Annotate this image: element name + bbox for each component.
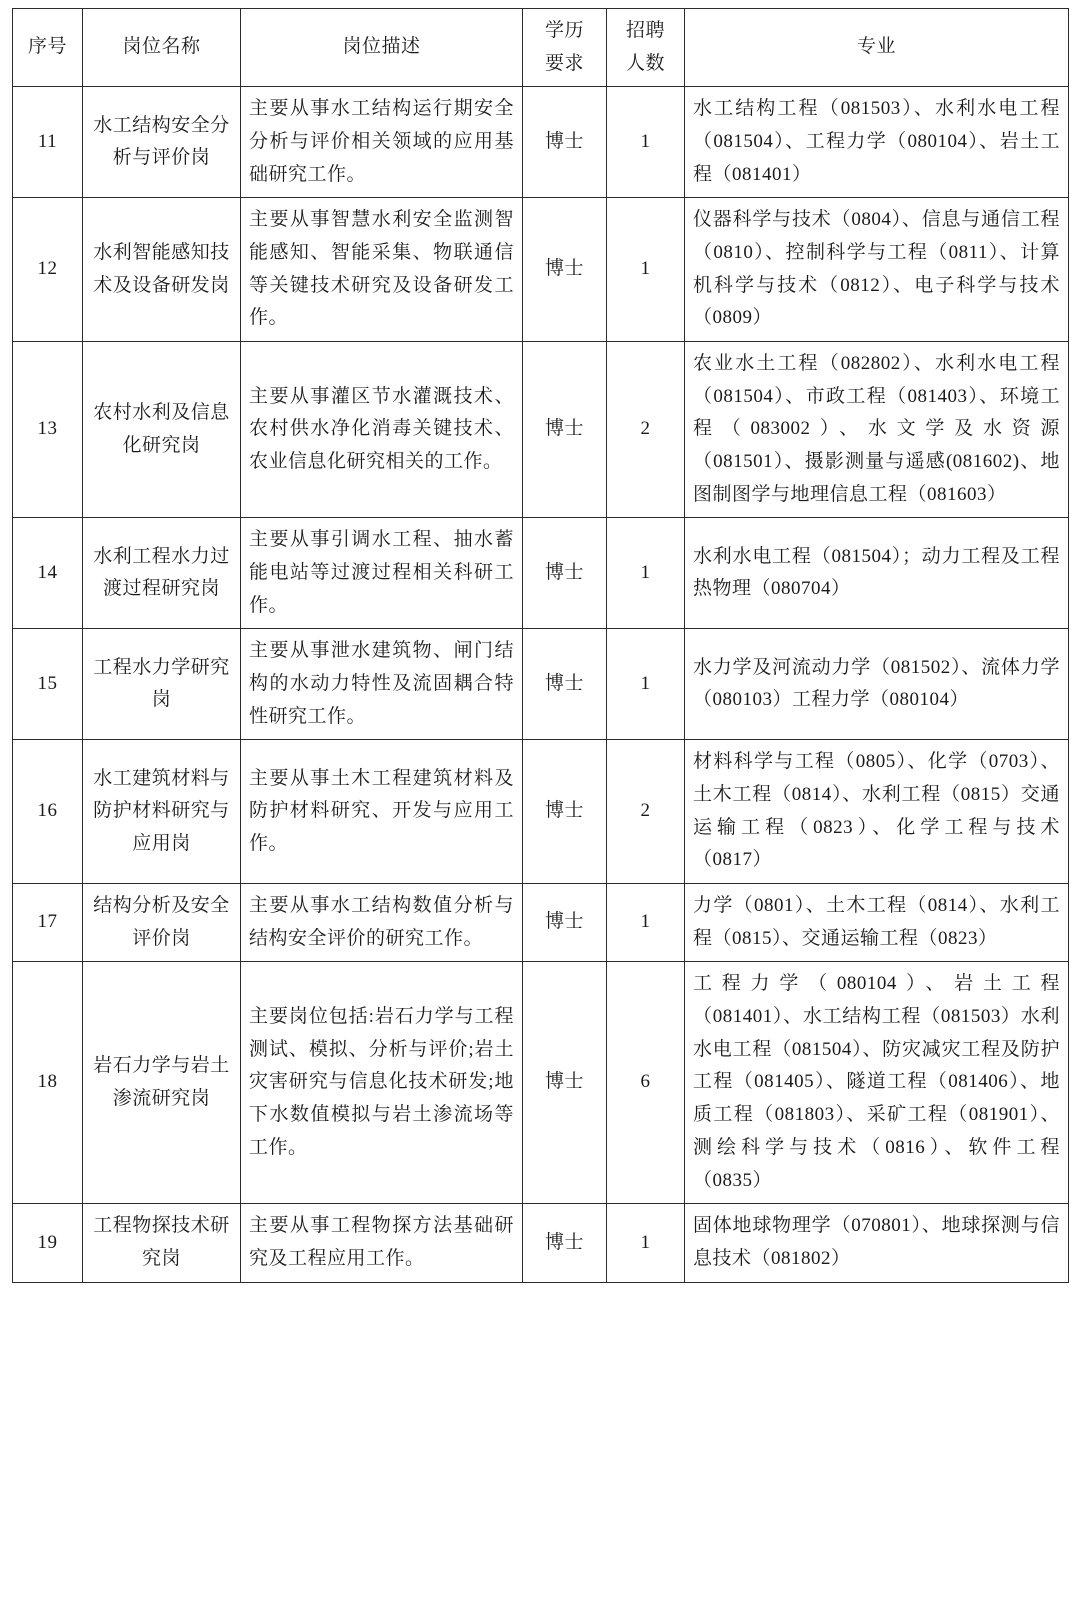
cell-job-name: 水利智能感知技术及设备研发岗 — [83, 198, 241, 342]
cell-headcount: 1 — [607, 1204, 685, 1282]
column-header-edu-line1: 学历 — [544, 20, 584, 41]
cell-no: 13 — [13, 342, 83, 518]
recruitment-positions-table — [12, 8, 1069, 1283]
column-header-count — [607, 9, 685, 87]
table-row — [13, 962, 1069, 1204]
cell-major: 水利水电工程（081504）；动力工程及工程热物理（080704） — [685, 518, 1069, 629]
column-header-major: 专业 — [685, 9, 1069, 87]
cell-job-description: 主要从事泄水建筑物、闸门结构的水动力特性及流固耦合特性研究工作。 — [241, 629, 523, 740]
cell-job-name: 工程物探技术研究岗 — [83, 1204, 241, 1282]
cell-no: 18 — [13, 962, 83, 1204]
cell-headcount: 1 — [607, 629, 685, 740]
cell-education: 博士 — [523, 962, 607, 1204]
cell-major: 水工结构工程（081503）、水利水电工程（081504）、工程力学（080104）、岩土工程（081401） — [685, 87, 1069, 198]
column-header-no: 序号 — [13, 9, 83, 87]
table-row — [13, 518, 1069, 629]
column-header-count-line2: 人数 — [625, 52, 665, 74]
cell-education: 博士 — [523, 1204, 607, 1282]
cell-job-name: 工程水力学研究岗 — [83, 629, 241, 740]
cell-major: 工程力学（080104）、岩土工程（081401）、水工结构工程（081503）水利水电工程（081504）、防灾减灾工程及防护工程（081405）、隧道工程（081406）、地质工程（081803）、采矿工程（081901）、测绘科学与技术（0816）、软件工程（0835） — [685, 962, 1069, 1204]
cell-headcount: 1 — [607, 884, 685, 962]
cell-job-description: 主要从事土木工程建筑材料及防护材料研究、开发与应用工作。 — [241, 740, 523, 884]
cell-headcount: 2 — [607, 342, 685, 518]
cell-no: 16 — [13, 740, 83, 884]
cell-job-description: 主要从事工程物探方法基础研究及工程应用工作。 — [241, 1204, 523, 1282]
cell-education: 博士 — [523, 87, 607, 198]
cell-headcount: 2 — [607, 740, 685, 884]
cell-no: 11 — [13, 87, 83, 198]
cell-job-name: 水利工程水力过渡过程研究岗 — [83, 518, 241, 629]
table-row — [13, 629, 1069, 740]
cell-no: 19 — [13, 1204, 83, 1282]
table-header — [13, 9, 1069, 87]
table-body — [13, 87, 1069, 1282]
cell-no: 15 — [13, 629, 83, 740]
table-row — [13, 87, 1069, 198]
column-header-desc: 岗位描述 — [241, 9, 523, 87]
column-header-edu-line2: 要求 — [544, 52, 584, 74]
cell-education: 博士 — [523, 198, 607, 342]
cell-headcount: 6 — [607, 962, 685, 1204]
cell-headcount: 1 — [607, 518, 685, 629]
cell-job-name: 岩石力学与岩土渗流研究岗 — [83, 962, 241, 1204]
table-row — [13, 198, 1069, 342]
cell-job-name: 水工结构安全分析与评价岗 — [83, 87, 241, 198]
cell-no: 14 — [13, 518, 83, 629]
cell-job-description: 主要从事引调水工程、抽水蓄能电站等过渡过程相关科研工作。 — [241, 518, 523, 629]
cell-no: 17 — [13, 884, 83, 962]
cell-major: 农业水土工程（082802）、水利水电工程（081504）、市政工程（081403）、环境工程（083002）、水文学及水资源（081501）、摄影测量与遥感(081602)、地图制图学与地理信息工程（081603） — [685, 342, 1069, 518]
cell-headcount: 1 — [607, 198, 685, 342]
cell-education: 博士 — [523, 342, 607, 518]
cell-job-description: 主要岗位包括:岩石力学与工程测试、模拟、分析与评价;岩土灾害研究与信息化技术研发;地下水数值模拟与岩土渗流场等工作。 — [241, 962, 523, 1204]
cell-job-description: 主要从事水工结构数值分析与结构安全评价的研究工作。 — [241, 884, 523, 962]
column-header-edu — [523, 9, 607, 87]
cell-major: 材料科学与工程（0805）、化学（0703）、土木工程（0814）、水利工程（0815）交通运输工程（0823）、化学工程与技术（0817） — [685, 740, 1069, 884]
cell-no: 12 — [13, 198, 83, 342]
cell-headcount: 1 — [607, 87, 685, 198]
cell-major: 水力学及河流动力学（081502）、流体力学（080103）工程力学（080104） — [685, 629, 1069, 740]
cell-job-description: 主要从事灌区节水灌溉技术、农村供水净化消毒关键技术、农业信息化研究相关的工作。 — [241, 342, 523, 518]
cell-education: 博士 — [523, 629, 607, 740]
cell-education: 博士 — [523, 740, 607, 884]
cell-job-name: 结构分析及安全评价岗 — [83, 884, 241, 962]
cell-major: 固体地球物理学（070801）、地球探测与信息技术（081802） — [685, 1204, 1069, 1282]
cell-job-description: 主要从事智慧水利安全监测智能感知、智能采集、物联通信等关键技术研究及设备研发工作。 — [241, 198, 523, 342]
table-row — [13, 342, 1069, 518]
table-row — [13, 884, 1069, 962]
cell-job-name: 水工建筑材料与防护材料研究与应用岗 — [83, 740, 241, 884]
cell-job-description: 主要从事水工结构运行期安全分析与评价相关领域的应用基础研究工作。 — [241, 87, 523, 198]
cell-education: 博士 — [523, 884, 607, 962]
table-header-row — [13, 9, 1069, 87]
cell-job-name: 农村水利及信息化研究岗 — [83, 342, 241, 518]
table-row — [13, 740, 1069, 884]
cell-education: 博士 — [523, 518, 607, 629]
column-header-name: 岗位名称 — [83, 9, 241, 87]
cell-major: 仪器科学与技术（0804）、信息与通信工程（0810）、控制科学与工程（0811）、计算机科学与技术（0812）、电子科学与技术（0809） — [685, 198, 1069, 342]
column-header-count-line1: 招聘 — [625, 20, 665, 41]
table-row — [13, 1204, 1069, 1282]
cell-major: 力学（0801）、土木工程（0814）、水利工程（0815）、交通运输工程（0823） — [685, 884, 1069, 962]
